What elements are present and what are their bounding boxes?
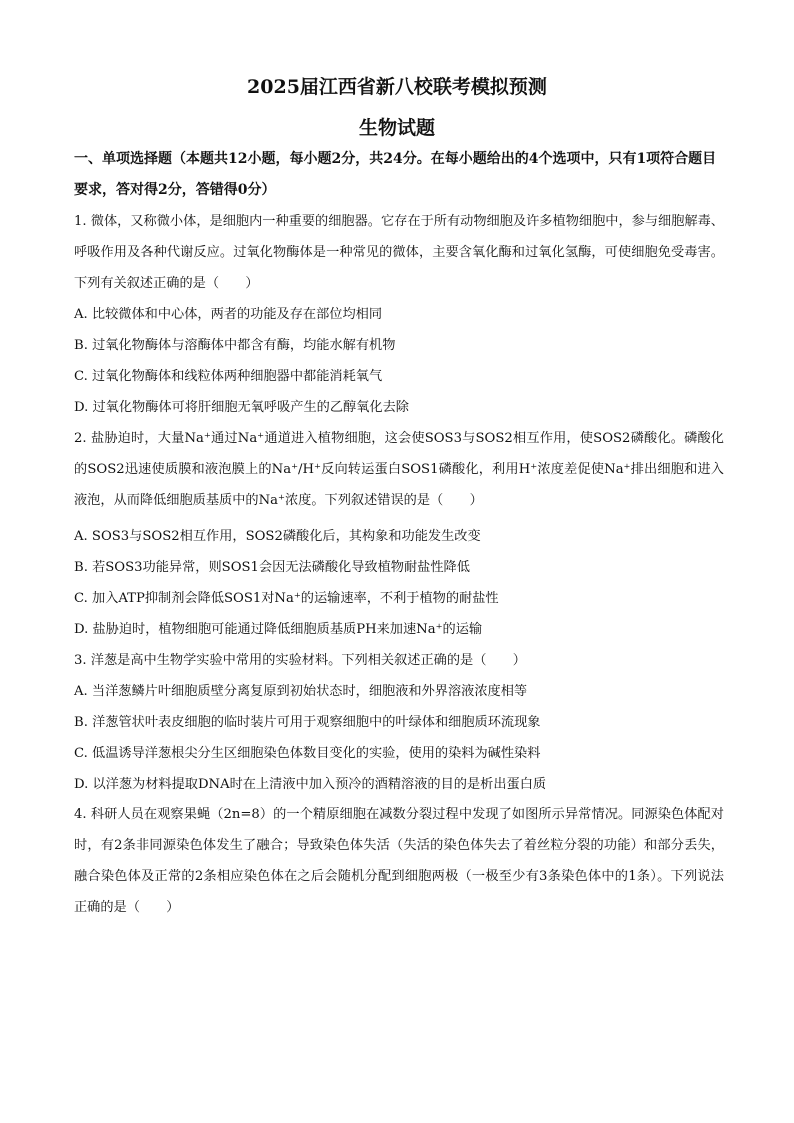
- question-1-option-a: A. 比较微体和中心体，两者的功能及存在部位均相同: [74, 307, 383, 322]
- section-heading: 一、单项选择题（本题共12小题，每小题2分，共24分。在每小题给出的4个选项中，只有1项符合题目要求，答对得2分，答错得0分）: [74, 151, 717, 198]
- question-2-option-b: B. 若SOS3功能异常，则SOS1会因无法磷酸化导致植物耐盐性降低: [74, 560, 470, 575]
- question-1-stem: 1. 微体，又称微小体，是细胞内一种重要的细胞器。它存在于所有动物细胞及许多植物细胞中，参与细胞解毒、呼吸作用及各种代谢反应。过氧化物酶体是一种常见的微体，主要含氧化酶和过氧化氢酶，可使细胞免受毒害。下列有关叙述正确的是（ ）: [74, 214, 724, 291]
- question-2-stem: 2. 盐胁迫时，大量Na⁺通过Na⁺通道进入植物细胞，这会使SOS3与SOS2相互作用，使SOS2磷酸化。磷酸化的SOS2迅速使质膜和液泡膜上的Na⁺/H⁺反向转运蛋白SOS1磷酸化，利用H⁺浓度差促使Na⁺排出细胞和进入液泡，从而降低细胞质基质中的Na⁺浓度。下列叙述错误的是（ ）: [74, 431, 724, 508]
- question-4-stem: 4. 科研人员在观察果蝇（2n=8）的一个精原细胞在减数分裂过程中发现了如图所示异常情况。同源染色体配对时，有2条非同源染色体发生了融合；导致染色体失活（失活的染色体失去了着丝粒分裂的功能）和部分丢失，融合染色体及正常的2条相应染色体在之后会随机分配到细胞两极（一极至少有3条染色体中的1条）。下列说法正确的是（ ）: [74, 807, 724, 915]
- question-2-option-c: C. 加入ATP抑制剂会降低SOS1对Na⁺的运输速率，不利于植物的耐盐性: [74, 591, 499, 606]
- exam-title: 2025届江西省新八校联考模拟预测: [247, 76, 547, 98]
- question-2-option-d: D. 盐胁迫时，植物细胞可能通过降低细胞质基质PH来加速Na⁺的运输: [74, 622, 483, 637]
- question-1-option-d: D. 过氧化物酶体可将肝细胞无氧呼吸产生的乙醇氧化去除: [74, 400, 409, 415]
- question-3-option-a: A. 当洋葱鳞片叶细胞质壁分离复原到初始状态时，细胞液和外界溶液浓度相等: [74, 684, 528, 699]
- question-3-option-c: C. 低温诱导洋葱根尖分生区细胞染色体数目变化的实验，使用的染料为碱性染料: [74, 746, 541, 761]
- question-3-option-d: D. 以洋葱为材料提取DNA时在上清液中加入预冷的酒精溶液的目的是析出蛋白质: [74, 777, 547, 792]
- question-3-option-b: B. 洋葱管状叶表皮细胞的临时装片可用于观察细胞中的叶绿体和细胞质环流现象: [74, 715, 541, 730]
- exam-subtitle: 生物试题: [358, 117, 435, 139]
- question-2-option-a: A. SOS3与SOS2相互作用，SOS2磷酸化后，其构象和功能发生改变: [74, 529, 481, 544]
- question-1-option-b: B. 过氧化物酶体与溶酶体中都含有酶，均能水解有机物: [74, 338, 396, 353]
- question-3-stem: 3. 洋葱是高中生物学实验中常用的实验材料。下列相关叙述正确的是（ ）: [74, 653, 526, 668]
- question-1-option-c: C. 过氧化物酶体和线粒体两种细胞器中都能消耗氧气: [74, 369, 383, 384]
